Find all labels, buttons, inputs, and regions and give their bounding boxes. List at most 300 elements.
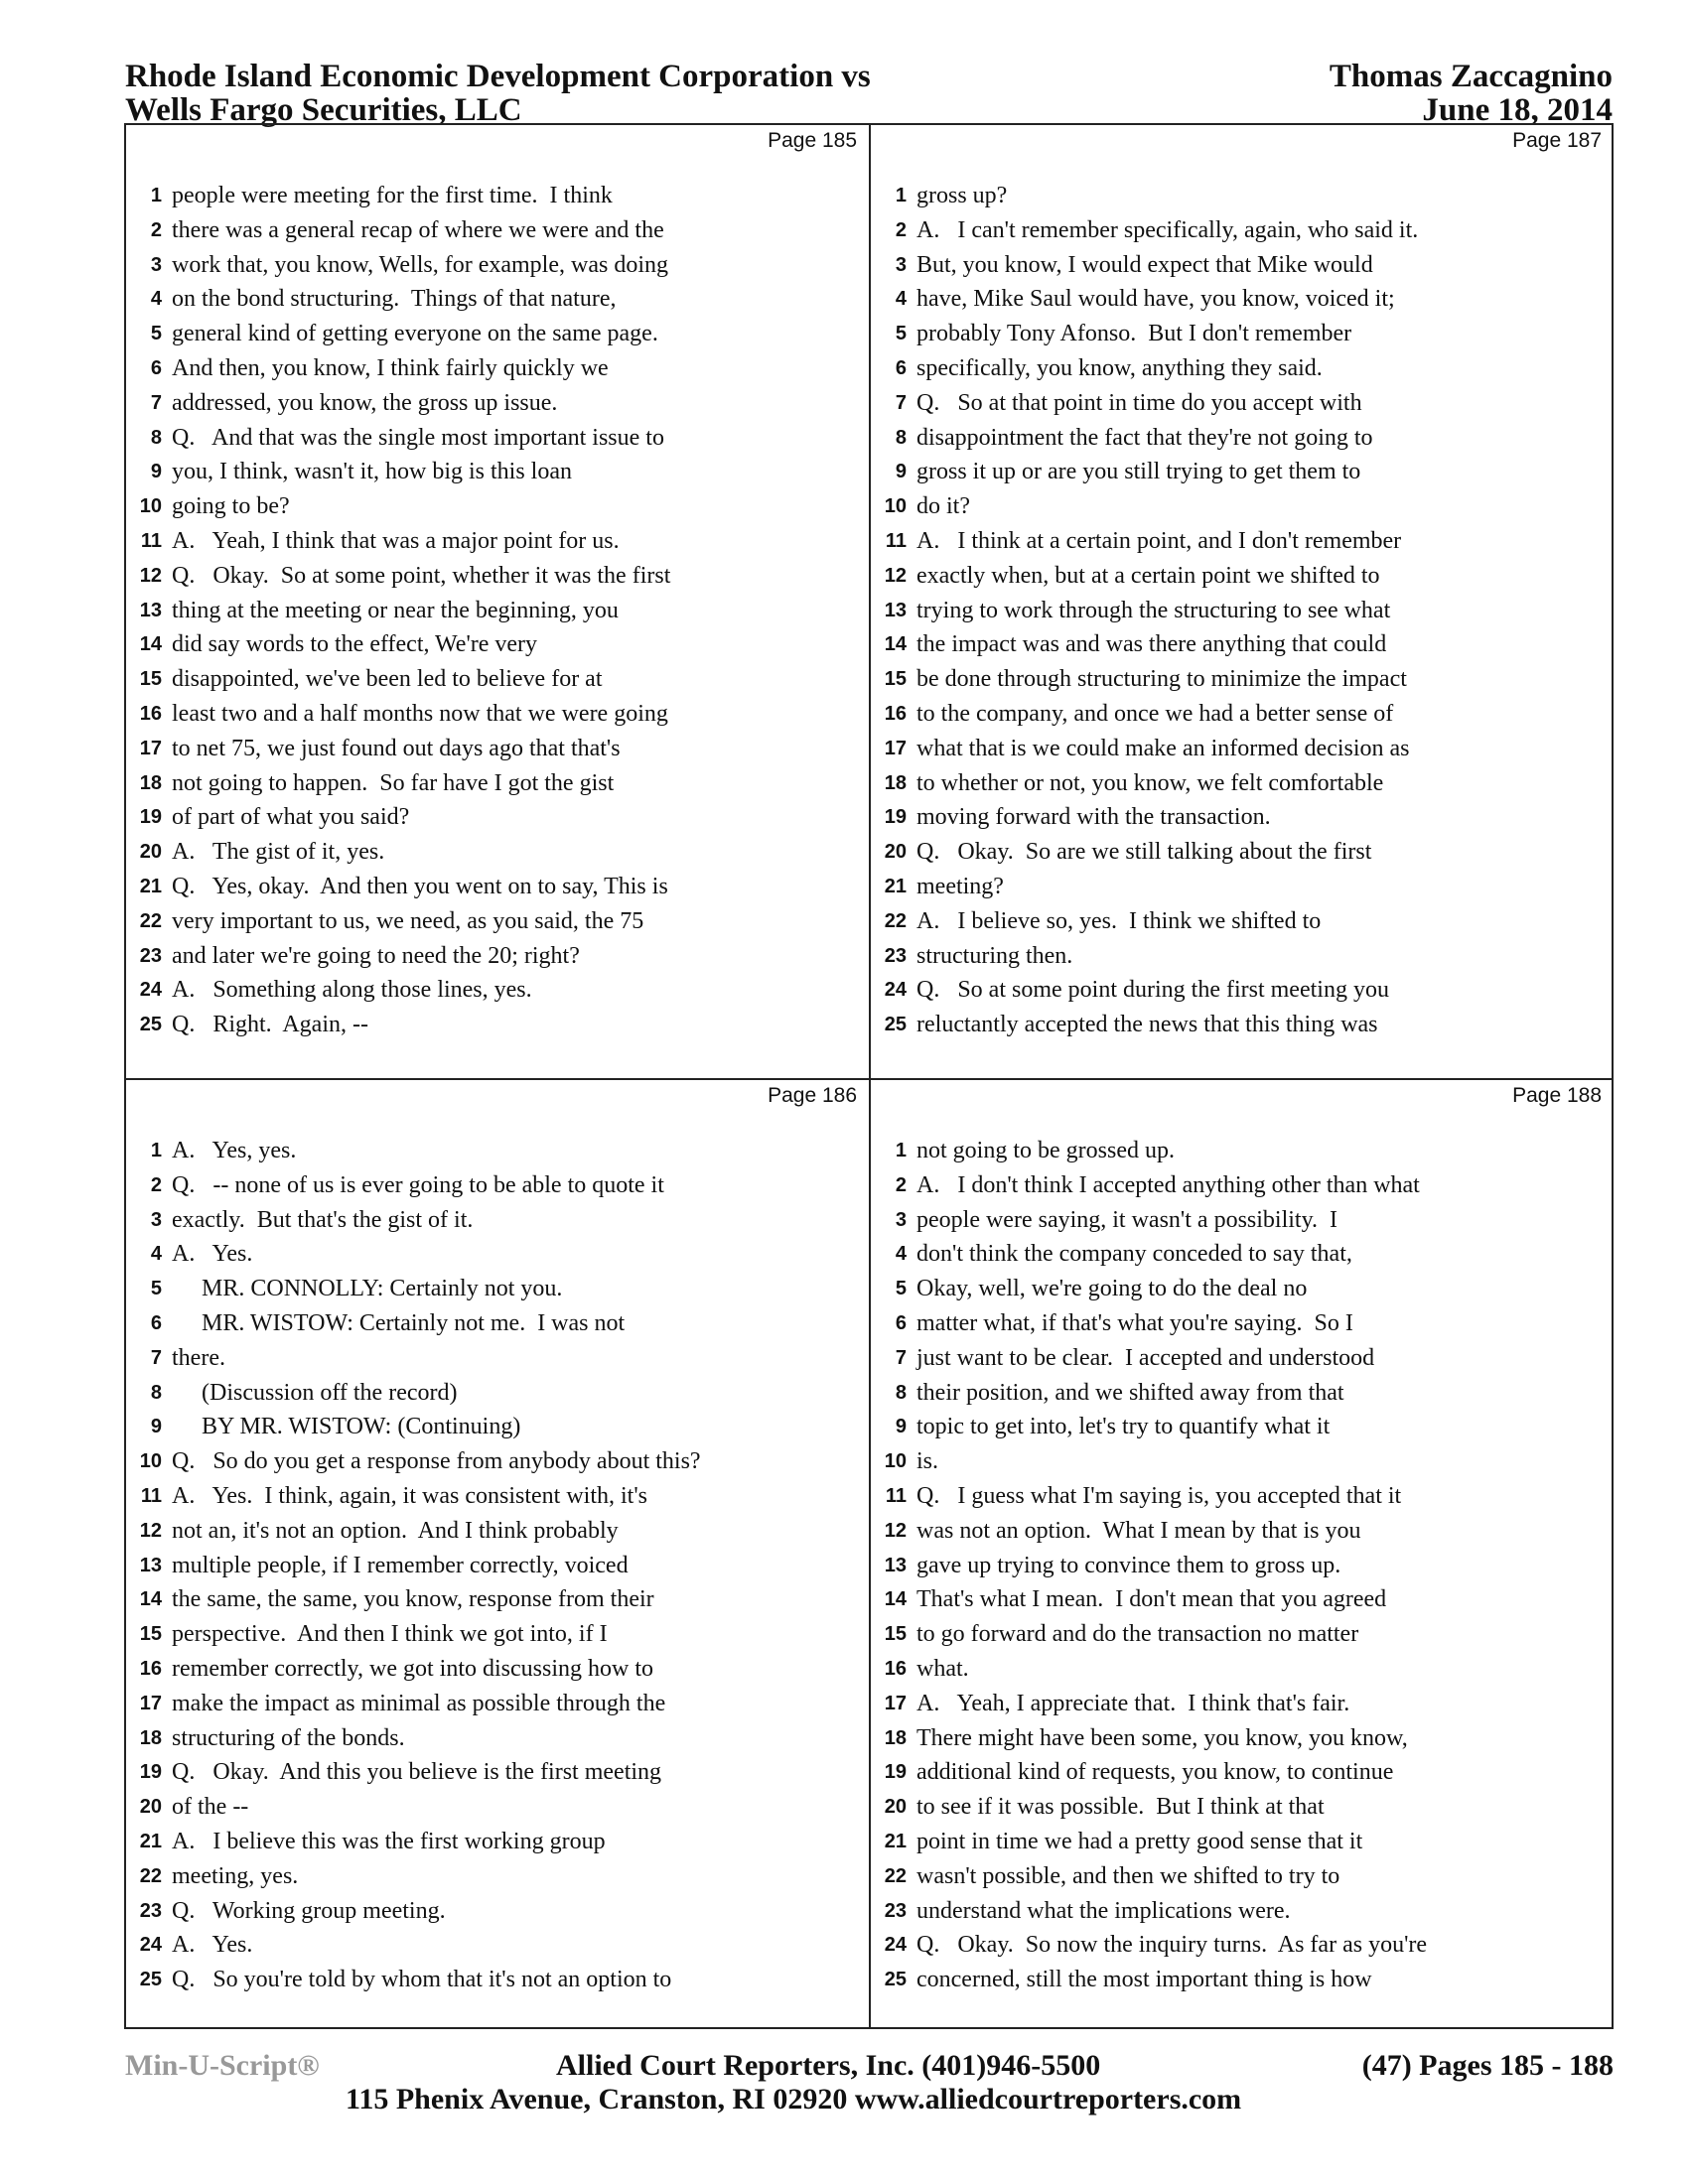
line-text: (Discussion off the record) <box>172 1379 458 1406</box>
line-text: going to be? <box>172 493 290 520</box>
page-number-label: Page 188 <box>1512 1084 1602 1107</box>
line-text: additional kind of requests, you know, to continue <box>916 1759 1394 1786</box>
line-number: 9 <box>150 1416 162 1438</box>
line-number: 10 <box>139 1450 162 1473</box>
footer-brand: Min-U-Script® <box>125 2049 320 2082</box>
line-text: Q. Yes, okay. And then you went on to say, This is <box>172 873 668 899</box>
transcript-line <box>126 732 861 766</box>
line-text: A. Yeah, I think that was a major point for us. <box>172 527 620 554</box>
line-number: 22 <box>139 909 162 932</box>
line-text: the impact was and was there anything that could <box>916 631 1387 658</box>
line-text: there. <box>172 1344 225 1371</box>
transcript-line <box>871 1790 1606 1825</box>
line-text: But, you know, I would expect that Mike would <box>916 251 1373 278</box>
transcript-line <box>126 1272 861 1306</box>
line-text: A. I can't remember specifically, again, who said it. <box>916 216 1419 243</box>
line-text: be done through structuring to minimize the impact <box>916 666 1407 693</box>
transcript-line <box>871 1514 1606 1549</box>
transcript-line <box>126 351 861 386</box>
transcript-line <box>126 1721 861 1756</box>
transcript-line <box>871 1687 1606 1721</box>
transcript-line <box>126 1652 861 1687</box>
line-text: That's what I mean. I don't mean that you agreed <box>916 1586 1387 1613</box>
transcript-line <box>126 559 861 594</box>
line-text: not going to happen. So far have I got the gist <box>172 769 615 796</box>
line-text: meeting, yes. <box>172 1862 299 1889</box>
line-text: people were saying, it wasn't a possibility. I <box>916 1206 1338 1233</box>
transcript-line <box>126 1859 861 1894</box>
line-text: perspective. And then I think we got into, if I <box>172 1621 608 1648</box>
transcript-line <box>126 1582 861 1617</box>
line-number: 23 <box>139 944 162 967</box>
line-number: 2 <box>895 1173 907 1196</box>
line-number: 1 <box>150 1140 162 1161</box>
line-text: topic to get into, let's try to quantify what it <box>916 1414 1331 1440</box>
footer-pages-summary: (47) Pages 185 - 188 <box>1361 2049 1614 2082</box>
line-text: is. <box>916 1448 939 1475</box>
transcript-line <box>871 248 1606 283</box>
line-text: exactly. But that's the gist of it. <box>172 1206 474 1233</box>
transcript-line <box>871 386 1606 421</box>
line-number: 7 <box>895 1346 907 1369</box>
line-text: did say words to the effect, We're very <box>172 631 538 658</box>
line-text: not going to be grossed up. <box>916 1138 1175 1163</box>
line-text: Q. And that was the single most important issue to <box>172 424 664 451</box>
transcript-line <box>126 1894 861 1929</box>
transcript-line <box>126 213 861 248</box>
line-number: 3 <box>150 1208 162 1231</box>
line-number: 13 <box>884 1554 907 1576</box>
line-number: 4 <box>150 288 162 311</box>
line-number: 12 <box>139 1519 162 1542</box>
line-text: you, I think, wasn't it, how big is this loan <box>172 459 572 485</box>
line-text: what that is we could make an informed decision as <box>916 735 1410 761</box>
line-text: thing at the meeting or near the beginning, you <box>172 597 619 623</box>
line-number: 1 <box>895 185 907 206</box>
line-number: 21 <box>139 1830 162 1852</box>
line-text: Q. So at that point in time do you accept with <box>916 389 1362 416</box>
transcript-line <box>126 766 861 801</box>
transcript-line <box>871 1582 1606 1617</box>
line-text: very important to us, we need, as you said, the 75 <box>172 907 644 934</box>
line-number: 10 <box>884 1450 907 1473</box>
line-text: multiple people, if I remember correctly, voiced <box>172 1552 629 1578</box>
line-number: 2 <box>150 218 162 241</box>
transcript-line <box>871 351 1606 386</box>
line-number: 10 <box>139 495 162 518</box>
line-number: 25 <box>139 1014 162 1036</box>
transcript-page-186 <box>126 1080 869 2031</box>
line-number: 24 <box>139 1934 162 1957</box>
line-number: 19 <box>139 806 162 829</box>
transcript-line <box>126 662 861 697</box>
line-text: gave up trying to convince them to gross up. <box>916 1552 1341 1578</box>
line-number: 17 <box>884 737 907 759</box>
line-text: to the company, and once we had a better sense of <box>916 700 1394 727</box>
line-text: understand what the implications were. <box>916 1897 1291 1924</box>
transcript-line <box>126 1376 861 1411</box>
transcript-line <box>871 973 1606 1008</box>
line-number: 11 <box>885 1484 907 1507</box>
line-number: 16 <box>884 702 907 725</box>
transcript-line <box>126 594 861 628</box>
transcript-line <box>871 559 1606 594</box>
line-text: least two and a half months now that we were going <box>172 700 668 727</box>
line-number: 24 <box>139 979 162 1002</box>
line-number: 4 <box>895 288 907 311</box>
line-number: 14 <box>884 633 907 656</box>
line-number: 17 <box>139 737 162 759</box>
line-number: 20 <box>139 841 162 864</box>
transcript-line <box>871 1963 1606 1997</box>
page-number-label: Page 186 <box>768 1084 857 1107</box>
line-number: 6 <box>150 356 162 379</box>
line-number: 14 <box>884 1588 907 1611</box>
line-text: to net 75, we just found out days ago that that's <box>172 735 621 761</box>
line-text: the same, the same, you know, response from their <box>172 1586 654 1613</box>
line-number: 10 <box>884 495 907 518</box>
line-text: Q. So at some point during the first meeting you <box>916 977 1389 1004</box>
transcript-line <box>126 1168 861 1203</box>
line-text: not an, it's not an option. And I think probably <box>172 1517 619 1544</box>
transcript-line <box>871 662 1606 697</box>
transcript-grid <box>124 123 1614 2029</box>
line-number: 8 <box>150 426 162 449</box>
line-number: 15 <box>139 1623 162 1646</box>
line-text: addressed, you know, the gross up issue. <box>172 389 558 416</box>
line-number: 12 <box>884 564 907 587</box>
line-number: 14 <box>139 633 162 656</box>
transcript-line <box>126 1514 861 1549</box>
line-number: 15 <box>139 668 162 691</box>
line-number: 2 <box>895 218 907 241</box>
transcript-line <box>871 870 1606 904</box>
line-text: do it? <box>916 493 970 520</box>
line-number: 18 <box>884 1726 907 1749</box>
transcript-line <box>126 1237 861 1272</box>
line-text: people were meeting for the first time. I think <box>172 183 613 208</box>
transcript-line <box>871 1306 1606 1341</box>
line-number: 9 <box>150 461 162 483</box>
line-number: 20 <box>884 841 907 864</box>
line-text: MR. CONNOLLY: Certainly not you. <box>172 1276 563 1302</box>
line-text: Q. So you're told by whom that it's not an option to <box>172 1967 672 1993</box>
transcript-line <box>871 1168 1606 1203</box>
line-text: Q. Right. Again, -- <box>172 1012 368 1038</box>
transcript-line <box>871 421 1606 456</box>
transcript-page-188 <box>871 1080 1614 2031</box>
line-text: Q. Working group meeting. <box>172 1897 446 1924</box>
line-number: 5 <box>895 1278 907 1300</box>
footer-reporter: Allied Court Reporters, Inc. (401)946-5500 <box>556 2049 1101 2082</box>
line-text: matter what, if that's what you're saying. So I <box>916 1309 1353 1336</box>
transcript-line <box>871 1825 1606 1859</box>
line-text: of part of what you said? <box>172 804 410 831</box>
line-text: disappointed, we've been led to believe for at <box>172 666 603 693</box>
line-text: concerned, still the most important thing is how <box>916 1967 1372 1993</box>
line-text: structuring then. <box>916 942 1073 969</box>
line-text: meeting? <box>916 873 1004 899</box>
transcript-line <box>126 1549 861 1583</box>
transcript-line <box>126 870 861 904</box>
line-number: 5 <box>895 323 907 345</box>
line-number: 5 <box>150 1278 162 1300</box>
transcript-line <box>871 1479 1606 1514</box>
line-text: trying to work through the structuring to see what <box>916 597 1391 623</box>
line-number: 11 <box>140 529 162 552</box>
line-number: 25 <box>884 1969 907 1991</box>
transcript-lines <box>871 179 1606 1042</box>
transcript-line <box>126 904 861 939</box>
case-caption-line1: Rhode Island Economic Development Corporation vs <box>125 59 871 94</box>
line-number: 21 <box>139 875 162 897</box>
line-number: 14 <box>139 1588 162 1611</box>
transcript-lines <box>126 179 861 1042</box>
line-number: 3 <box>895 1208 907 1231</box>
line-text: A. I think at a certain point, and I don't remember <box>916 527 1402 554</box>
line-number: 7 <box>150 1346 162 1369</box>
transcript-line <box>871 1755 1606 1790</box>
line-text: gross up? <box>916 183 1008 208</box>
line-number: 3 <box>150 253 162 276</box>
line-number: 8 <box>150 1381 162 1404</box>
line-number: 17 <box>884 1692 907 1714</box>
line-text: make the impact as minimal as possible through the <box>172 1690 666 1716</box>
transcript-line <box>871 213 1606 248</box>
line-text: There might have been some, you know, you know, <box>916 1724 1408 1751</box>
transcript-line <box>871 766 1606 801</box>
line-number: 2 <box>150 1173 162 1196</box>
line-text: Q. Okay. So are we still talking about the first <box>916 839 1372 866</box>
transcript-line <box>871 904 1606 939</box>
transcript-line <box>126 1444 861 1479</box>
transcript-line <box>126 489 861 524</box>
line-number: 5 <box>150 323 162 345</box>
transcript-line <box>126 1203 861 1238</box>
transcript-line <box>126 1928 861 1963</box>
transcript-line <box>126 1963 861 1997</box>
line-number: 19 <box>884 806 907 829</box>
line-text: gross it up or are you still trying to get them to <box>916 459 1361 485</box>
line-text: disappointment the fact that they're not going to <box>916 424 1373 451</box>
line-number: 11 <box>885 529 907 552</box>
line-text: A. Yes, yes. <box>172 1138 297 1163</box>
transcript-line <box>126 386 861 421</box>
line-number: 22 <box>884 1864 907 1887</box>
transcript-line <box>126 835 861 870</box>
transcript-line <box>871 939 1606 974</box>
line-text: moving forward with the transaction. <box>916 804 1271 831</box>
transcript-lines <box>126 1134 861 1997</box>
line-number: 6 <box>150 1311 162 1334</box>
line-text: BY MR. WISTOW: (Continuing) <box>172 1414 521 1440</box>
line-number: 1 <box>150 185 162 206</box>
transcript-line <box>126 1134 861 1168</box>
line-number: 12 <box>884 1519 907 1542</box>
transcript-line <box>871 524 1606 559</box>
line-text: and later we're going to need the 20; right? <box>172 942 580 969</box>
line-text: Q. Okay. So now the inquiry turns. As far as you're <box>916 1932 1428 1959</box>
line-number: 9 <box>895 461 907 483</box>
transcript-line <box>126 697 861 732</box>
transcript-line <box>871 627 1606 662</box>
transcript-line <box>871 835 1606 870</box>
line-number: 4 <box>150 1243 162 1266</box>
transcript-line <box>871 282 1606 317</box>
line-text: of the -- <box>172 1794 249 1821</box>
line-text: Q. Okay. So at some point, whether it was the first <box>172 562 671 589</box>
line-number: 3 <box>895 253 907 276</box>
line-number: 13 <box>139 599 162 621</box>
line-text: A. The gist of it, yes. <box>172 839 385 866</box>
line-text: don't think the company conceded to say that, <box>916 1241 1352 1268</box>
transcript-line <box>126 524 861 559</box>
line-number: 6 <box>895 356 907 379</box>
transcript-line <box>871 1008 1606 1042</box>
transcript-line <box>871 1721 1606 1756</box>
line-text: A. Yes. <box>172 1932 253 1959</box>
line-number: 20 <box>884 1796 907 1819</box>
transcript-line <box>126 1687 861 1721</box>
transcript-line <box>871 1272 1606 1306</box>
line-text: And then, you know, I think fairly quickly we <box>172 354 609 381</box>
line-number: 19 <box>884 1761 907 1784</box>
transcript-line <box>871 1928 1606 1963</box>
transcript-line <box>871 1203 1606 1238</box>
line-number: 24 <box>884 1934 907 1957</box>
line-number: 23 <box>139 1899 162 1922</box>
line-number: 21 <box>884 875 907 897</box>
transcript-line <box>871 800 1606 835</box>
line-text: MR. WISTOW: Certainly not me. I was not <box>172 1309 626 1336</box>
case-caption-line2: Wells Fargo Securities, LLC <box>125 92 522 128</box>
transcript-page-185 <box>126 125 869 1076</box>
line-number: 16 <box>139 1657 162 1680</box>
line-number: 24 <box>884 979 907 1002</box>
transcript-line <box>871 594 1606 628</box>
line-text: A. Yeah, I appreciate that. I think that's fair. <box>916 1690 1350 1716</box>
transcript-line <box>871 1894 1606 1929</box>
transcript-line <box>126 179 861 213</box>
line-number: 18 <box>884 771 907 794</box>
transcript-line <box>871 1134 1606 1168</box>
line-text: Q. So do you get a response from anybody about this? <box>172 1448 701 1475</box>
transcript-line <box>126 1008 861 1042</box>
line-number: 15 <box>884 668 907 691</box>
line-number: 13 <box>884 599 907 621</box>
transcript-line <box>126 455 861 489</box>
transcript-line <box>126 1306 861 1341</box>
line-number: 23 <box>884 1899 907 1922</box>
transcript-lines <box>871 1134 1606 1997</box>
line-number: 16 <box>139 702 162 725</box>
transcript-line <box>126 973 861 1008</box>
line-text: A. I don't think I accepted anything other than what <box>916 1171 1420 1198</box>
transcript-line <box>126 1410 861 1444</box>
line-text: reluctantly accepted the news that this thing was <box>916 1012 1378 1038</box>
transcript-line <box>871 732 1606 766</box>
line-text: remember correctly, we got into discussing how to <box>172 1655 653 1682</box>
line-number: 8 <box>895 1381 907 1404</box>
footer-address: 115 Phenix Avenue, Cranston, RI 02920 www.alliedcourtreporters.com <box>346 2083 1242 2116</box>
transcript-line <box>126 317 861 351</box>
line-number: 8 <box>895 426 907 449</box>
line-text: A. I believe this was the first working group <box>172 1828 606 1854</box>
line-text: A. Yes. <box>172 1241 253 1268</box>
line-number: 15 <box>884 1623 907 1646</box>
line-text: Q. Okay. And this you believe is the first meeting <box>172 1759 662 1786</box>
transcript-line <box>126 1790 861 1825</box>
transcript-line <box>126 1825 861 1859</box>
line-text: point in time we had a pretty good sense that it <box>916 1828 1363 1854</box>
transcript-line <box>126 1479 861 1514</box>
transcript-line <box>126 1617 861 1652</box>
line-number: 21 <box>884 1830 907 1852</box>
line-text: their position, and we shifted away from that <box>916 1379 1344 1406</box>
line-number: 18 <box>139 1726 162 1749</box>
line-text: exactly when, but at a certain point we shifted to <box>916 562 1380 589</box>
line-number: 25 <box>884 1014 907 1036</box>
line-number: 22 <box>884 909 907 932</box>
transcript-line <box>126 282 861 317</box>
transcript-line <box>126 1755 861 1790</box>
line-text: specifically, you know, anything they said. <box>916 354 1323 381</box>
transcript-line <box>871 1410 1606 1444</box>
transcript-line <box>871 455 1606 489</box>
line-text: to whether or not, you know, we felt comfortable <box>916 769 1384 796</box>
transcript-line <box>871 317 1606 351</box>
line-text: general kind of getting everyone on the same page. <box>172 321 658 347</box>
line-text: wasn't possible, and then we shifted to try to <box>916 1862 1340 1889</box>
line-number: 23 <box>884 944 907 967</box>
line-number: 13 <box>139 1554 162 1576</box>
transcript-page-187 <box>871 125 1614 1076</box>
page-number-label: Page 185 <box>768 129 857 152</box>
transcript-line <box>871 1341 1606 1376</box>
line-number: 11 <box>140 1484 162 1507</box>
transcript-line <box>871 1617 1606 1652</box>
line-number: 22 <box>139 1864 162 1887</box>
transcript-line <box>871 697 1606 732</box>
line-number: 20 <box>139 1796 162 1819</box>
line-text: have, Mike Saul would have, you know, voiced it; <box>916 286 1395 313</box>
line-number: 18 <box>139 771 162 794</box>
line-text: A. Something along those lines, yes. <box>172 977 532 1004</box>
line-text: A. Yes. I think, again, it was consistent with, it's <box>172 1482 647 1509</box>
transcript-line <box>871 1859 1606 1894</box>
transcript-line <box>126 1341 861 1376</box>
line-number: 7 <box>150 391 162 414</box>
line-number: 6 <box>895 1311 907 1334</box>
deposition-date: June 18, 2014 <box>1422 92 1613 128</box>
line-text: what. <box>916 1655 969 1682</box>
transcript-line <box>871 1444 1606 1479</box>
line-number: 17 <box>139 1692 162 1714</box>
line-text: Q. I guess what I'm saying is, you accepted that it <box>916 1482 1402 1509</box>
line-text: on the bond structuring. Things of that nature, <box>172 286 617 313</box>
line-text: just want to be clear. I accepted and understood <box>916 1344 1375 1371</box>
witness-block <box>1330 60 1613 127</box>
transcript-line <box>126 421 861 456</box>
transcript-line <box>871 1652 1606 1687</box>
line-number: 4 <box>895 1243 907 1266</box>
line-text: A. I believe so, yes. I think we shifted to <box>916 907 1322 934</box>
line-number: 16 <box>884 1657 907 1680</box>
case-caption <box>125 60 871 127</box>
line-number: 1 <box>895 1140 907 1161</box>
witness-name: Thomas Zaccagnino <box>1329 59 1613 94</box>
page-number-label: Page 187 <box>1512 129 1602 152</box>
